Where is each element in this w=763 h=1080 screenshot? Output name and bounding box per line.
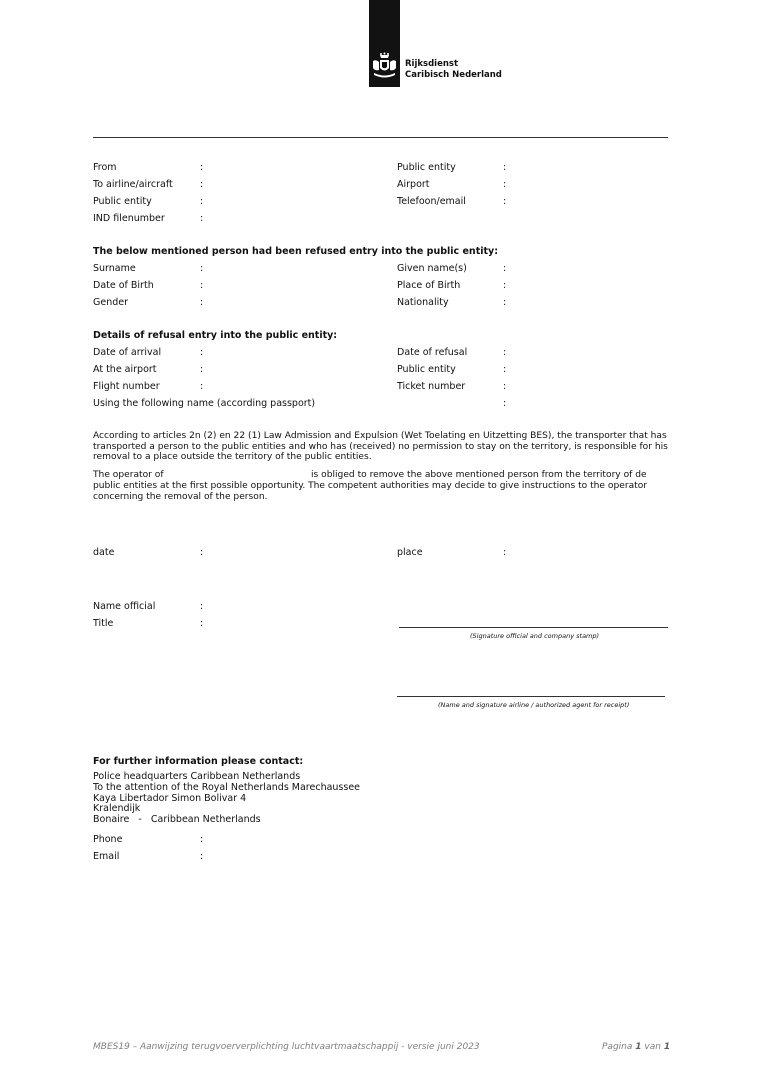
page-current: 1: [635, 1042, 642, 1052]
coat-of-arms-icon: [371, 52, 398, 80]
field-label-email: Email: [93, 851, 120, 862]
colon: :: [200, 834, 204, 845]
colon: :: [200, 297, 204, 308]
contact-heading: For further information please contact:: [93, 756, 304, 767]
colon: :: [503, 364, 507, 375]
field-label-date: date: [93, 547, 115, 558]
field-label-place-of-birth: Place of Birth: [397, 280, 461, 291]
legal-paragraph: According to articles 2n (2) en 22 (1) Law Admission and Expulsion (Wet Toelating en Uitzetting BES), the transporter that has transported a person to the public entities and who has (received) no permission to stay on the territory, is responsible for his removal to a place outside the territory of the public entities.: [93, 431, 668, 463]
field-label-airport: Airport: [397, 179, 430, 190]
colon: :: [200, 364, 204, 375]
colon: :: [503, 297, 507, 308]
field-label-public-entity: Public entity: [93, 196, 152, 207]
field-label-nationality: Nationality: [397, 297, 449, 308]
field-label-telefoon-email: Telefoon/email: [397, 196, 466, 207]
field-label-phone: Phone: [93, 834, 123, 845]
colon: :: [503, 347, 507, 358]
colon: :: [503, 280, 507, 291]
colon: :: [200, 601, 204, 612]
field-label-from: From: [93, 162, 117, 173]
contact-line: Bonaire - Caribbean Netherlands: [93, 814, 261, 826]
field-label-flight-number: Flight number: [93, 381, 160, 392]
footer-document-id: MBES19 – Aanwijzing terugvoerverplichting luchtvaartmaatschappij - versie juni 2023: [93, 1042, 480, 1052]
organisation-name: [405, 59, 502, 81]
colon: :: [503, 196, 507, 207]
signature-line-airline: [397, 696, 665, 697]
field-label-ticket-number: Ticket number: [397, 381, 466, 392]
field-label-ind-filenumber: IND filenumber: [93, 213, 165, 224]
colon: :: [200, 618, 204, 629]
field-label-surname: Surname: [93, 263, 136, 274]
colon: :: [503, 398, 507, 409]
contact-line: To the attention of the Royal Netherlands Marechaussee: [93, 781, 361, 793]
colon: :: [503, 547, 507, 558]
field-label-date-of-arrival: Date of arrival: [93, 347, 162, 358]
operator-paragraph-middle: is obliged to remove the above mentioned person from the territory of de: [311, 470, 647, 480]
field-label-using-name: Using the following name (according passport): [93, 398, 316, 409]
footer-page-number: [602, 1042, 670, 1052]
colon: :: [503, 179, 507, 190]
field-label-to-airline: To airline/aircraft: [93, 179, 173, 190]
signature-caption-airline: (Name and signature airline / authorized agent for receipt): [438, 701, 630, 709]
page-of-word: van: [644, 1042, 661, 1052]
field-label-date-of-birth: Date of Birth: [93, 280, 154, 291]
colon: :: [200, 213, 204, 224]
section-heading-refusal: Details of refusal entry into the public entity:: [93, 330, 338, 341]
org-line-1: Rijksdienst: [405, 59, 459, 69]
org-line-2: Caribisch Nederland: [405, 70, 502, 80]
section-heading-person: The below mentioned person had been refused entry into the public entity:: [93, 246, 499, 257]
contact-line: Kaya Libertador Simon Bolivar 4: [93, 792, 247, 804]
field-label-at-the-airport: At the airport: [93, 364, 157, 375]
header-divider: [93, 137, 668, 138]
colon: :: [200, 547, 204, 558]
field-label-place: place: [397, 547, 423, 558]
signature-line-official: [399, 627, 668, 628]
operator-paragraph-start: The operator of: [93, 470, 164, 480]
contact-address: [93, 772, 360, 826]
contact-line: Kralendijk: [93, 803, 141, 815]
colon: :: [503, 381, 507, 392]
colon: :: [503, 263, 507, 274]
colon: :: [200, 196, 204, 207]
field-label-name-official: Name official: [93, 601, 156, 612]
field-label-given-names: Given name(s): [397, 263, 467, 274]
field-label-title: Title: [93, 618, 114, 629]
contact-line: Police headquarters Caribbean Netherlands: [93, 771, 301, 782]
operator-paragraph-end: public entities at the first possible opportunity. The competent authorities may decide to give instructions to the operator concerning the removal of the person.: [93, 481, 648, 502]
page-word: Pagina: [602, 1042, 633, 1052]
page-total: 1: [663, 1042, 671, 1052]
colon: :: [200, 280, 204, 291]
field-label-public-entity-refusal: Public entity: [397, 364, 456, 375]
signature-caption-official: (Signature official and company stamp): [470, 632, 600, 640]
colon: :: [200, 162, 204, 173]
field-label-public-entity-right: Public entity: [397, 162, 456, 173]
colon: :: [200, 347, 204, 358]
colon: :: [503, 162, 507, 173]
colon: :: [200, 851, 204, 862]
logo-bar: [369, 0, 400, 87]
field-label-gender: Gender: [93, 297, 129, 308]
colon: :: [200, 381, 204, 392]
field-label-date-of-refusal: Date of refusal: [397, 347, 468, 358]
colon: :: [200, 179, 204, 190]
colon: :: [200, 263, 204, 274]
